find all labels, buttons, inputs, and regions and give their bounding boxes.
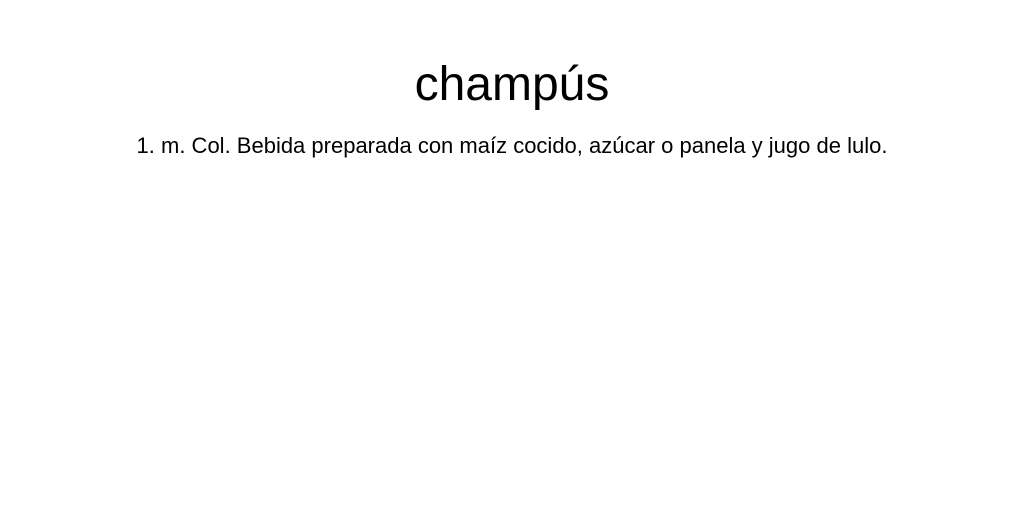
headword: champús: [414, 58, 610, 111]
definition: 1. m. Col. Bebida preparada con maíz cocido, azúcar o panela y jugo de lulo.: [136, 133, 888, 158]
